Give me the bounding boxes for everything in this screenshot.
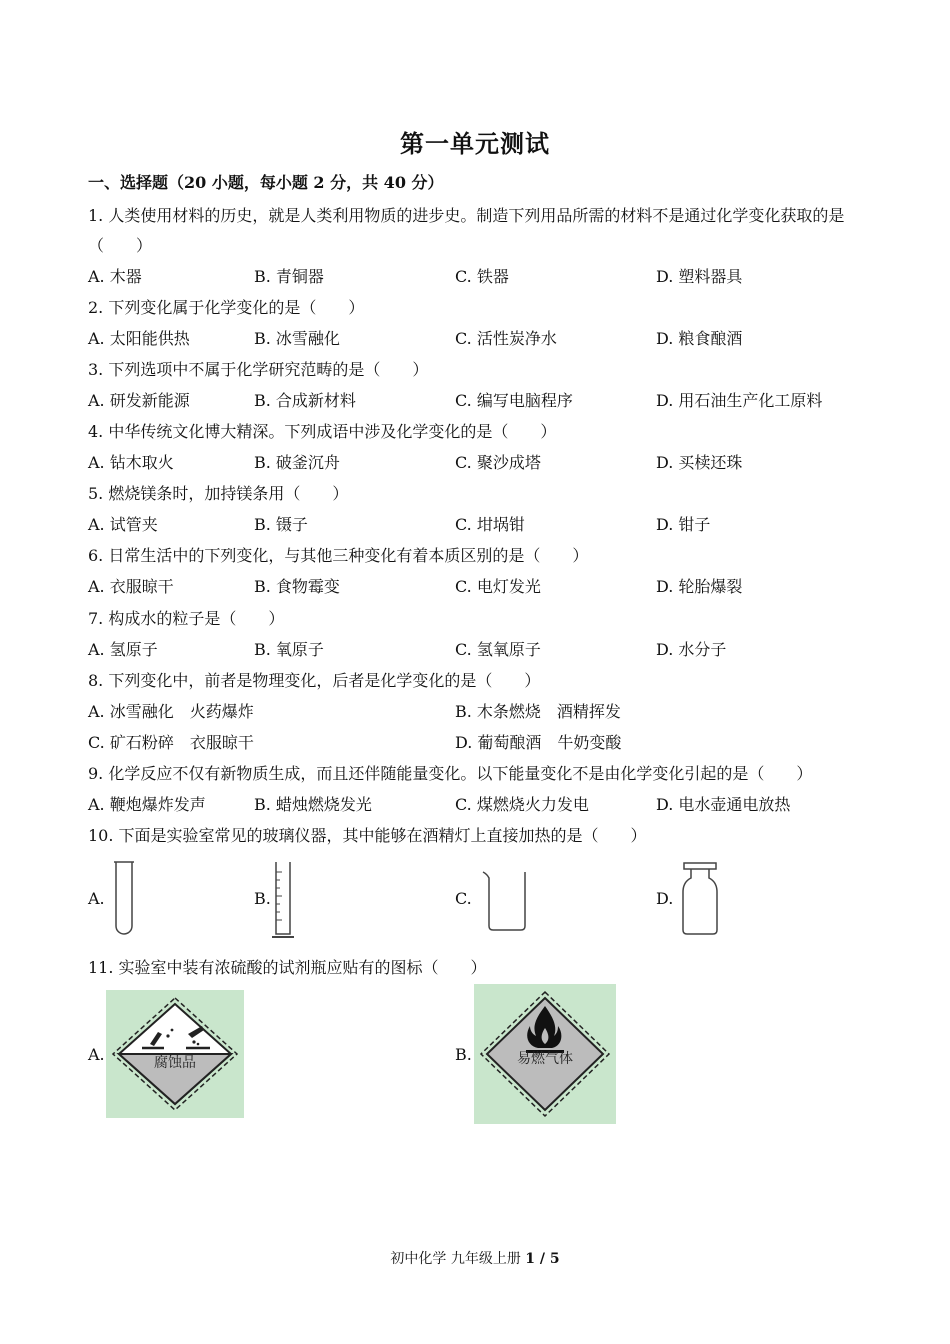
question-1-stem: 1. 人类使用材料的历史，就是人类利用物质的进步史。制造下列用品所需的材料不是通过化学变化获取的是 (88, 206, 845, 225)
q4-option-c: C. 聚沙成塔 (455, 453, 541, 472)
q8-option-d: D. 葡萄酿酒 牛奶变酸 (455, 733, 622, 752)
q8-option-c: C. 矿石粉碎 衣服晾干 (88, 733, 254, 752)
q5-option-c: C. 坩埚钳 (455, 515, 525, 534)
q2-option-d: D. 粮食酿酒 (656, 329, 743, 348)
reagent-bottle-image (680, 860, 720, 936)
q5-option-a: A. 试管夹 (88, 515, 158, 534)
q1-option-a: A. 木器 (88, 267, 142, 286)
beaker-image (481, 868, 529, 932)
q7-option-c: C. 氢氧原子 (455, 640, 541, 659)
q6-option-a: A. 衣服晾干 (88, 577, 174, 596)
footer-text: 初中化学 九年级上册 (390, 1251, 526, 1267)
q9-option-c: C. 煤燃烧火力发电 (455, 795, 589, 814)
q4-option-b: B. 破釜沉舟 (254, 453, 340, 472)
q6-option-b: B. 食物霉变 (254, 577, 340, 596)
question-10-stem: 10. 下面是实验室常见的玻璃仪器，其中能够在酒精灯上直接加热的是（ ） (88, 826, 647, 845)
q4-option-a: A. 钻木取火 (88, 453, 174, 472)
section-heading: 一、选择题（20 小题，每小题 2 分，共 40 分） (88, 173, 444, 192)
flammable-gas-sign (474, 984, 616, 1124)
q6-option-c: C. 电灯发光 (455, 577, 541, 596)
page-footer (0, 1248, 950, 1268)
question-7-stem: 7. 构成水的粒子是（ ） (88, 609, 285, 628)
question-1-stem-cont: （ ） (88, 236, 153, 255)
q7-option-d: D. 水分子 (656, 640, 727, 659)
q9-option-b: B. 蜡烛燃烧发光 (254, 795, 372, 814)
q7-option-b: B. 氧原子 (254, 640, 324, 659)
question-11-stem: 11. 实验室中装有浓硫酸的试剂瓶应贴有的图标（ ） (88, 958, 487, 977)
question-9-stem: 9. 化学反应不仅有新物质生成，而且还伴随能量变化。以下能量变化不是由化学变化引起的是（ ） (88, 764, 813, 783)
q10-option-b: B. (254, 889, 271, 908)
corrosive-sign-label: 腐蚀品 (154, 1055, 196, 1071)
corrosive-sign (106, 990, 244, 1118)
question-6-stem: 6. 日常生活中的下列变化，与其他三种变化有着本质区别的是（ ） (88, 546, 589, 565)
q11-option-a: A. (88, 1045, 105, 1064)
q3-option-a: A. 研发新能源 (88, 391, 190, 410)
q4-option-d: D. 买椟还珠 (656, 453, 743, 472)
q11-option-b: B. (455, 1045, 472, 1064)
q3-option-c: C. 编写电脑程序 (455, 391, 573, 410)
q1-option-b: B. 青铜器 (254, 267, 324, 286)
q5-option-b: B. 镊子 (254, 515, 308, 534)
page-title: 第一单元测试 (400, 129, 550, 158)
q10-option-d: D. (656, 889, 674, 908)
question-4-stem: 4. 中华传统文化博大精深。下列成语中涉及化学变化的是（ ） (88, 422, 557, 441)
page-number: 1 / 5 (525, 1251, 560, 1267)
question-8-stem: 8. 下列变化中，前者是物理变化，后者是化学变化的是（ ） (88, 671, 541, 690)
q10-option-a: A. (88, 889, 105, 908)
q5-option-d: D. 钳子 (656, 515, 711, 534)
q8-option-a: A. 冰雪融化 火药爆炸 (88, 702, 254, 721)
q6-option-d: D. 轮胎爆裂 (656, 577, 743, 596)
q3-option-d: D. 用石油生产化工原料 (656, 391, 823, 410)
q1-option-c: C. 铁器 (455, 267, 509, 286)
q2-option-a: A. 太阳能供热 (88, 329, 190, 348)
test-tube-image (113, 860, 135, 938)
q9-option-d: D. 电水壶通电放热 (656, 795, 791, 814)
q1-option-d: D. 塑料器具 (656, 267, 743, 286)
q8-option-b: B. 木条燃烧 酒精挥发 (455, 702, 621, 721)
q10-option-c: C. (455, 889, 472, 908)
q2-option-b: B. 冰雪融化 (254, 329, 340, 348)
question-3-stem: 3. 下列选项中不属于化学研究范畴的是（ ） (88, 360, 429, 379)
q2-option-c: C. 活性炭净水 (455, 329, 557, 348)
q3-option-b: B. 合成新材料 (254, 391, 356, 410)
question-5-stem: 5. 燃烧镁条时，加持镁条用（ ） (88, 484, 349, 503)
flammable-gas-sign-label: 易燃气体 (517, 1051, 573, 1067)
graduated-cylinder-image (270, 860, 296, 940)
q9-option-a: A. 鞭炮爆炸发声 (88, 795, 206, 814)
question-2-stem: 2. 下列变化属于化学变化的是（ ） (88, 298, 365, 317)
q7-option-a: A. 氢原子 (88, 640, 158, 659)
